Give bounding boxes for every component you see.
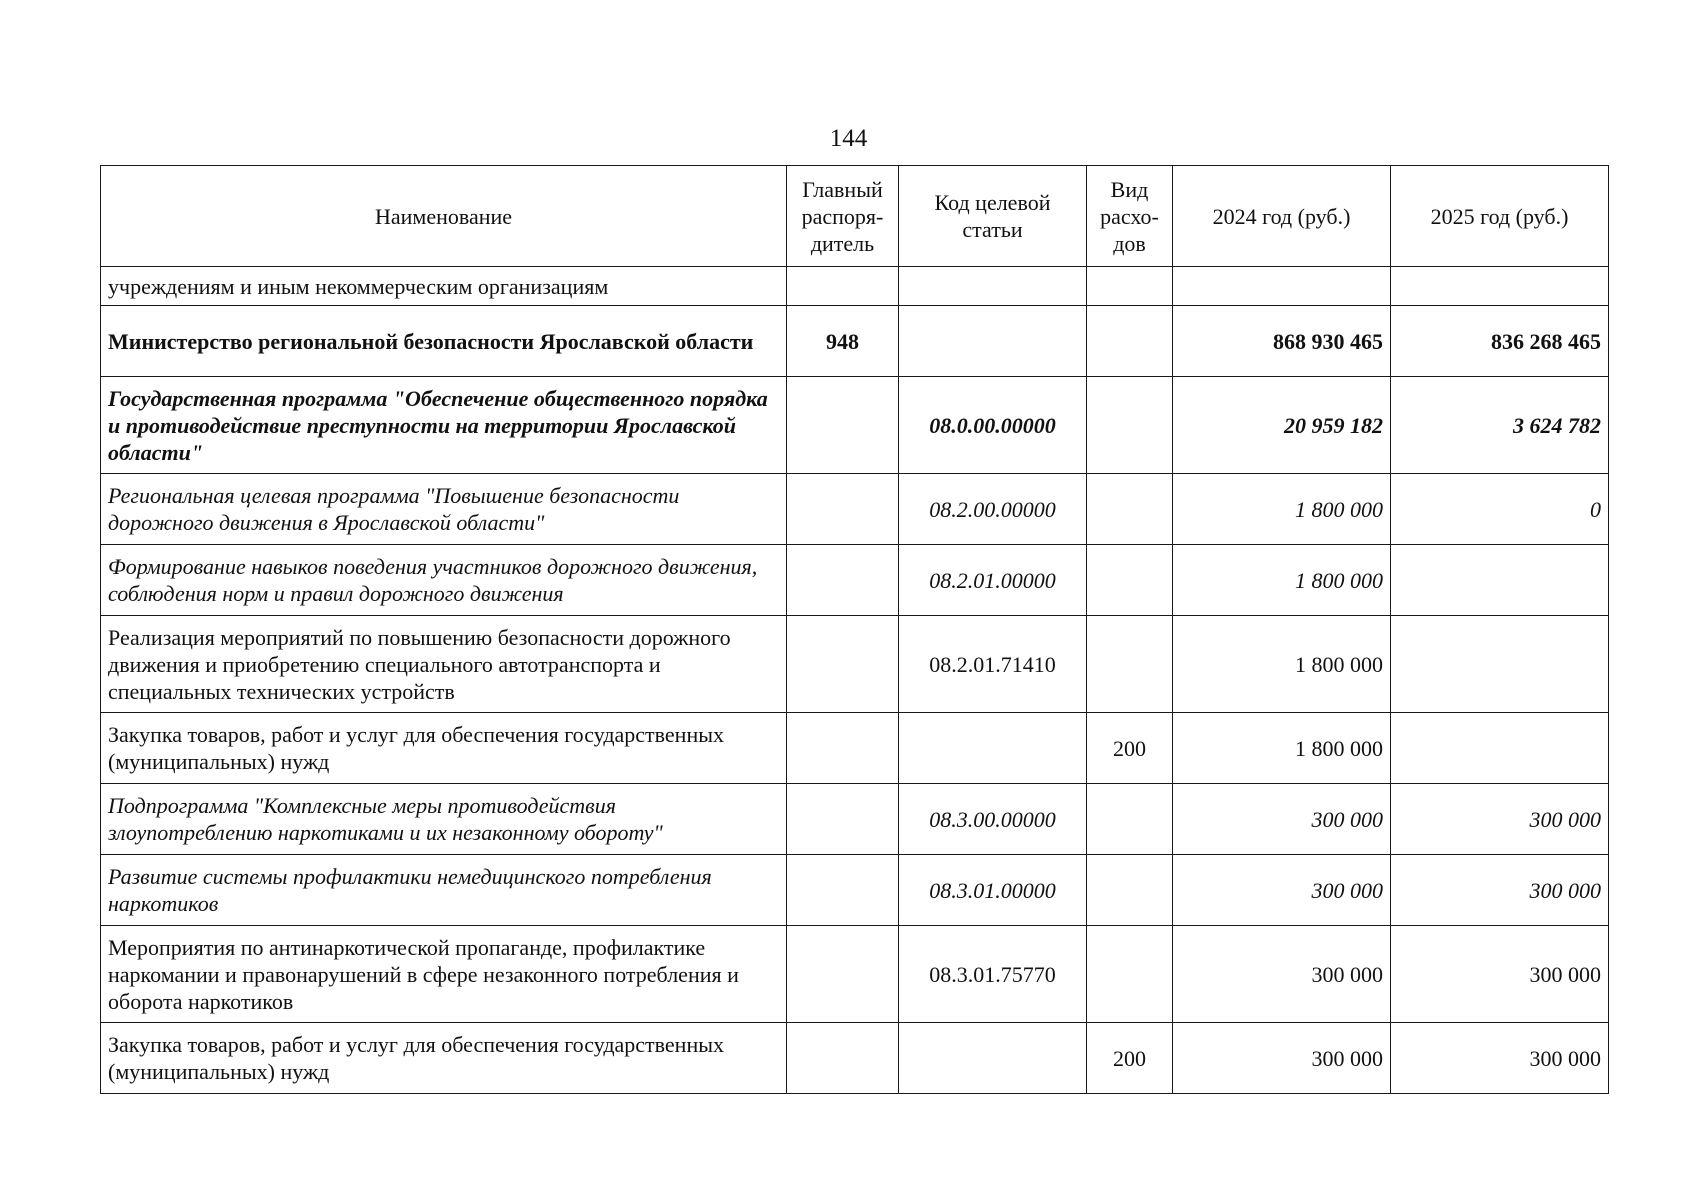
header-admin: Главный распоря-дитель [787, 166, 899, 267]
table-body [101, 267, 1609, 1094]
cell-code: 08.3.01.75770 [899, 926, 1087, 1023]
cell-code: 08.2.01.71410 [899, 616, 1087, 713]
cell-name: Мероприятия по антинаркотической пропаганде, профилактике наркомании и правонарушений в сфере незаконного потребления и оборота наркотиков [101, 926, 787, 1023]
cell-2025: 300 000 [1391, 1023, 1609, 1094]
cell-2024: 20 959 182 [1173, 377, 1391, 474]
cell-type [1087, 377, 1173, 474]
table-row [101, 306, 1609, 377]
cell-admin [787, 377, 899, 474]
cell-type [1087, 545, 1173, 616]
table-header [101, 166, 1609, 267]
cell-type [1087, 926, 1173, 1023]
cell-2025 [1391, 616, 1609, 713]
cell-type: 200 [1087, 713, 1173, 784]
cell-type [1087, 267, 1173, 306]
cell-code [899, 267, 1087, 306]
cell-name: Развитие системы профилактики немедицинского потребления наркотиков [101, 855, 787, 926]
table-row [101, 784, 1609, 855]
cell-2025: 836 268 465 [1391, 306, 1609, 377]
table-row [101, 545, 1609, 616]
cell-admin [787, 926, 899, 1023]
cell-name: Закупка товаров, работ и услуг для обеспечения государственных (муниципальных) нужд [101, 713, 787, 784]
cell-type [1087, 784, 1173, 855]
cell-name: Государственная программа "Обеспечение общественного порядка и противодействие преступности на территории Ярославской области" [101, 377, 787, 474]
cell-2024: 300 000 [1173, 784, 1391, 855]
table-row [101, 267, 1609, 306]
page-number: 144 [829, 125, 868, 152]
table-row [101, 1023, 1609, 1094]
cell-2025: 3 624 782 [1391, 377, 1609, 474]
header-type: Вид расхо-дов [1087, 166, 1173, 267]
table-row [101, 377, 1609, 474]
cell-admin [787, 616, 899, 713]
cell-admin [787, 713, 899, 784]
cell-code: 08.3.00.00000 [899, 784, 1087, 855]
table-row [101, 855, 1609, 926]
cell-2024: 300 000 [1173, 1023, 1391, 1094]
cell-2024: 868 930 465 [1173, 306, 1391, 377]
cell-admin [787, 855, 899, 926]
cell-admin [787, 267, 899, 306]
cell-2025: 300 000 [1391, 855, 1609, 926]
table-row [101, 713, 1609, 784]
cell-2024: 1 800 000 [1173, 474, 1391, 545]
header-2024: 2024 год (руб.) [1173, 166, 1391, 267]
cell-name: Региональная целевая программа "Повышение безопасности дорожного движения в Ярославской области" [101, 474, 787, 545]
cell-2024 [1173, 267, 1391, 306]
cell-2025 [1391, 267, 1609, 306]
cell-name: Подпрограмма "Комплексные меры противодействия злоупотреблению наркотиками и их незаконному обороту" [101, 784, 787, 855]
cell-code [899, 1023, 1087, 1094]
cell-type [1087, 616, 1173, 713]
cell-code: 08.2.00.00000 [899, 474, 1087, 545]
cell-code: 08.2.01.00000 [899, 545, 1087, 616]
cell-2025: 300 000 [1391, 784, 1609, 855]
cell-2025 [1391, 713, 1609, 784]
cell-code: 08.3.01.00000 [899, 855, 1087, 926]
cell-2025 [1391, 545, 1609, 616]
table-row [101, 616, 1609, 713]
cell-admin [787, 545, 899, 616]
header-name: Наименование [101, 166, 787, 267]
cell-2025: 0 [1391, 474, 1609, 545]
cell-type [1087, 855, 1173, 926]
cell-type [1087, 474, 1173, 545]
cell-code [899, 306, 1087, 377]
cell-2024: 300 000 [1173, 926, 1391, 1023]
cell-admin [787, 474, 899, 545]
cell-name: Закупка товаров, работ и услуг для обеспечения государственных (муниципальных) нужд [101, 1023, 787, 1094]
cell-code [899, 713, 1087, 784]
header-code: Код целевой статьи [899, 166, 1087, 267]
cell-name: Реализация мероприятий по повышению безопасности дорожного движения и приобретению специального автотранспорта и специальных технических устройств [101, 616, 787, 713]
cell-name: Министерство региональной безопасности Ярославской области [101, 306, 787, 377]
cell-name: учреждениям и иным некоммерческим организациям [101, 267, 787, 306]
cell-name: Формирование навыков поведения участников дорожного движения, соблюдения норм и правил дорожного движения [101, 545, 787, 616]
table-row [101, 926, 1609, 1023]
cell-admin: 948 [787, 306, 899, 377]
cell-2024: 300 000 [1173, 855, 1391, 926]
cell-type [1087, 306, 1173, 377]
table-row [101, 474, 1609, 545]
cell-type: 200 [1087, 1023, 1173, 1094]
cell-2025: 300 000 [1391, 926, 1609, 1023]
cell-2024: 1 800 000 [1173, 713, 1391, 784]
cell-code: 08.0.00.00000 [899, 377, 1087, 474]
header-2025: 2025 год (руб.) [1391, 166, 1609, 267]
cell-2024: 1 800 000 [1173, 545, 1391, 616]
cell-admin [787, 1023, 899, 1094]
cell-2024: 1 800 000 [1173, 616, 1391, 713]
cell-admin [787, 784, 899, 855]
budget-table [100, 165, 1609, 1094]
